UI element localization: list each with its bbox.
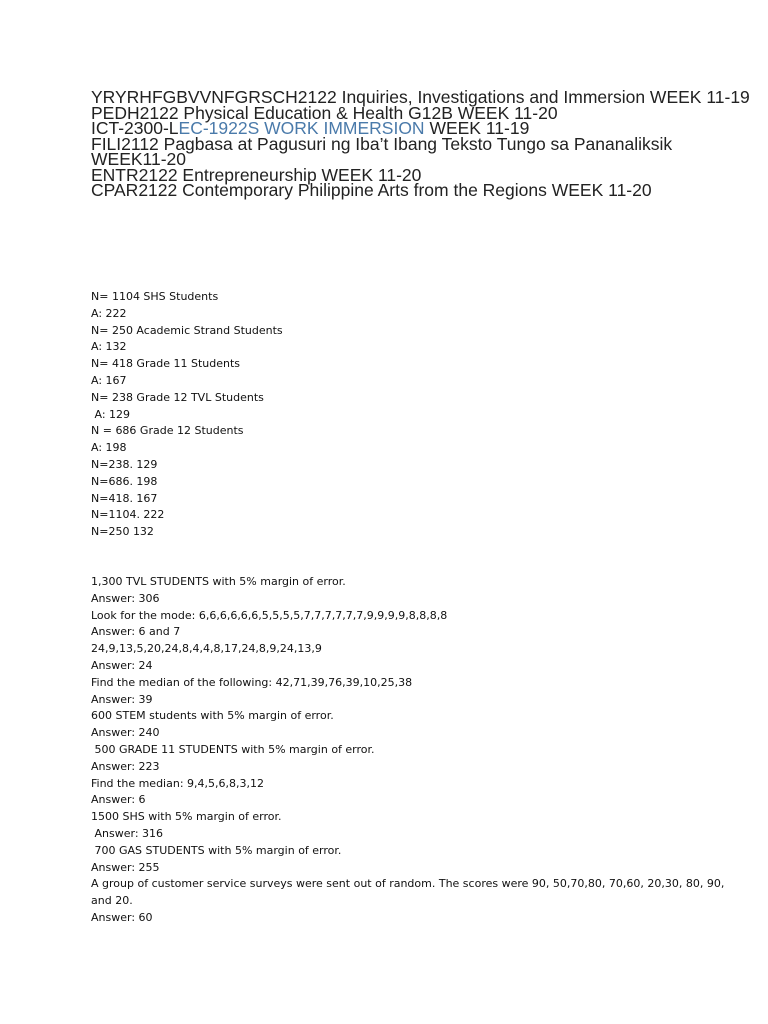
question-line: Find the median of the following: 42,71,39,76,39,10,25,38 bbox=[91, 675, 413, 689]
course-link[interactable]: EC-1922S WORK IMMERSION bbox=[178, 118, 425, 138]
question-line: 24,9,13,5,20,24,8,4,4,8,17,24,8,9,24,13,9 bbox=[91, 642, 322, 656]
note-line: N=238. 129 bbox=[91, 457, 158, 471]
note-line: N=1104. 222 bbox=[91, 508, 165, 522]
question-line: 500 GRADE 11 STUDENTS with 5% margin of error. bbox=[91, 742, 375, 756]
question-line: 1500 SHS with 5% margin of error. bbox=[91, 810, 282, 824]
question-answer-notes bbox=[91, 574, 731, 927]
note-line: N=686. 198 bbox=[91, 474, 158, 488]
question-line: 600 STEM students with 5% margin of error. bbox=[91, 709, 334, 723]
note-line: A: 129 bbox=[91, 407, 131, 421]
course-heading: FILI2112 Pagbasa at Pagusuri ng Iba’t Ibang Teksto Tungo sa Pananaliksik WEEK11-20 bbox=[91, 133, 678, 169]
note-line: A: 132 bbox=[91, 340, 127, 354]
course-list bbox=[91, 87, 751, 200]
note-line: N=250 132 bbox=[91, 525, 154, 539]
answer-line: Answer: 24 bbox=[91, 658, 153, 672]
answer-line: Answer: 39 bbox=[91, 692, 153, 706]
answer-line: Answer: 240 bbox=[91, 726, 160, 740]
answer-line: Answer: 60 bbox=[91, 910, 153, 924]
note-line: N= 238 Grade 12 TVL Students bbox=[91, 390, 264, 404]
course-heading: CPAR2122 Contemporary Philippine Arts from the Regions WEEK 11-20 bbox=[91, 180, 652, 200]
question-line: A group of customer service surveys were sent out of random. The scores were 90, 50,70,80, 70,60, 20,30, 80, 90, and 20. bbox=[91, 877, 725, 908]
course-week: WEEK 11-19 bbox=[424, 118, 530, 138]
answer-line: Answer: 316 bbox=[91, 826, 164, 840]
question-line: 700 GAS STUDENTS with 5% margin of error. bbox=[91, 843, 342, 857]
sample-size-notes bbox=[91, 289, 731, 541]
course-code-prefix: ICT-2300-L bbox=[91, 118, 179, 138]
course-heading: ENTR2122 Entrepreneurship WEEK 11-20 bbox=[91, 164, 422, 185]
course-heading: PEDH2122 Physical Education & Health G12B WEEK 11-20 bbox=[91, 102, 558, 123]
note-line: A: 222 bbox=[91, 306, 127, 320]
note-line: A: 198 bbox=[91, 441, 127, 455]
question-line: 1,300 TVL STUDENTS with 5% margin of error. bbox=[91, 575, 346, 588]
answer-line: Answer: 223 bbox=[91, 759, 160, 773]
note-line: N= 1104 SHS Students bbox=[91, 290, 219, 303]
question-line: Find the median: 9,4,5,6,8,3,12 bbox=[91, 776, 264, 790]
note-line: N = 686 Grade 12 Students bbox=[91, 424, 244, 438]
answer-line: Answer: 306 bbox=[91, 591, 160, 605]
note-line: A: 167 bbox=[91, 373, 127, 387]
note-line: N= 418 Grade 11 Students bbox=[91, 357, 240, 371]
question-line: Look for the mode: 6,6,6,6,6,6,5,5,5,5,7,7,7,7,7,7,9,9,9,9,8,8,8,8 bbox=[91, 608, 448, 622]
answer-line: Answer: 6 and 7 bbox=[91, 625, 181, 639]
note-line: N=418. 167 bbox=[91, 491, 158, 505]
answer-line: Answer: 6 bbox=[91, 793, 146, 807]
answer-line: Answer: 255 bbox=[91, 860, 160, 874]
note-line: N= 250 Academic Strand Students bbox=[91, 323, 283, 337]
course-heading: YRYRHFGBVVNFGRSCH2122 Inquiries, Investigations and Immersion WEEK 11-19 bbox=[91, 87, 750, 107]
